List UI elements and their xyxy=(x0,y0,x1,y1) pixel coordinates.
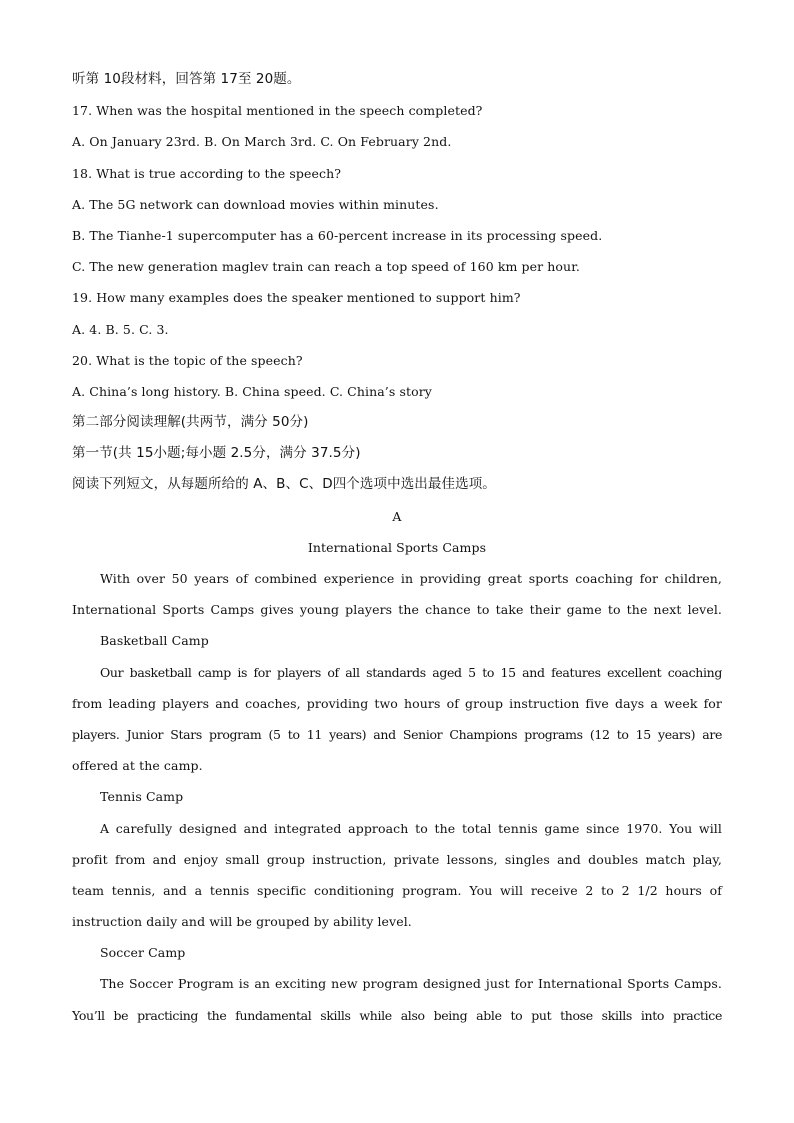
section-one-title: 第一节(共 15小题;每小题 2.5分，满分 37.5分) xyxy=(72,445,361,462)
question-17: 17. When was the hospital mentioned in the speech completed? xyxy=(72,103,483,119)
tennis-line-4: instruction daily and will be grouped by ability level. xyxy=(72,914,412,930)
basketball-line-1: Our basketball camp is for players of all standards aged 5 to 15 and features excellent coaching xyxy=(100,664,722,680)
intro-line-1: With over 50 years of combined experience in providing great sports coaching for children, xyxy=(100,571,722,586)
question-18-option-c: C. The new generation maglev train can reach a top speed of 160 km per hour. xyxy=(72,259,580,275)
passage-label: A xyxy=(392,508,402,524)
question-19: 19. How many examples does the speaker mentioned to support him? xyxy=(72,290,521,306)
soccer-line-2: You’ll be practicing the fundamental skills while also being able to put those skills into practice xyxy=(72,1007,722,1023)
document-page xyxy=(72,64,722,1031)
question-20-options: A. China’s long history. B. China speed. C. China’s story xyxy=(72,383,432,399)
passage-title: International Sports Camps xyxy=(307,539,487,555)
soccer-heading: Soccer Camp xyxy=(100,945,186,961)
question-18-option-a: A. The 5G network can download movies within minutes. xyxy=(72,196,439,212)
tennis-heading: Tennis Camp xyxy=(100,789,184,805)
part-two-title: 第二部分阅读理解(共两节，满分 50分) xyxy=(72,414,309,431)
question-20: 20. What is the topic of the speech? xyxy=(72,352,303,368)
basketball-line-3: players. Junior Stars program (5 to 11 years) and Senior Champions programs (12 to 15 years) are xyxy=(72,726,722,742)
reading-instructions: 阅读下列短文，从每题所给的 A、B、C、D四个选项中选出最佳选项。 xyxy=(72,476,496,493)
question-18: 18. What is true according to the speech? xyxy=(72,165,342,181)
listening-section-header: 听第 10段材料，回答第 17至 20题。 xyxy=(72,71,301,87)
question-18-option-b: B. The Tianhe-1 supercomputer has a 60-percent increase in its processing speed. xyxy=(72,227,603,243)
intro-line-2: International Sports Camps gives young players the chance to take their game to the next level. xyxy=(72,602,722,618)
basketball-line-2: from leading players and coaches, providing two hours of group instruction five days a week for xyxy=(72,695,722,711)
tennis-line-3: team tennis, and a tennis specific conditioning program. You will receive 2 to 2 1/2 hours of xyxy=(72,882,722,898)
soccer-line-1: The Soccer Program is an exciting new program designed just for International Sports Camps. xyxy=(100,976,722,992)
basketball-heading: Basketball Camp xyxy=(100,633,209,649)
tennis-line-2: profit from and enjoy small group instruction, private lessons, singles and doubles match play, xyxy=(72,851,722,867)
basketball-line-4: offered at the camp. xyxy=(72,758,203,774)
question-19-options: A. 4. B. 5. C. 3. xyxy=(72,321,169,337)
tennis-line-1: A carefully designed and integrated approach to the total tennis game since 1970. You will xyxy=(100,820,722,836)
question-17-options: A. On January 23rd. B. On March 3rd. C. On February 2nd. xyxy=(72,134,452,150)
